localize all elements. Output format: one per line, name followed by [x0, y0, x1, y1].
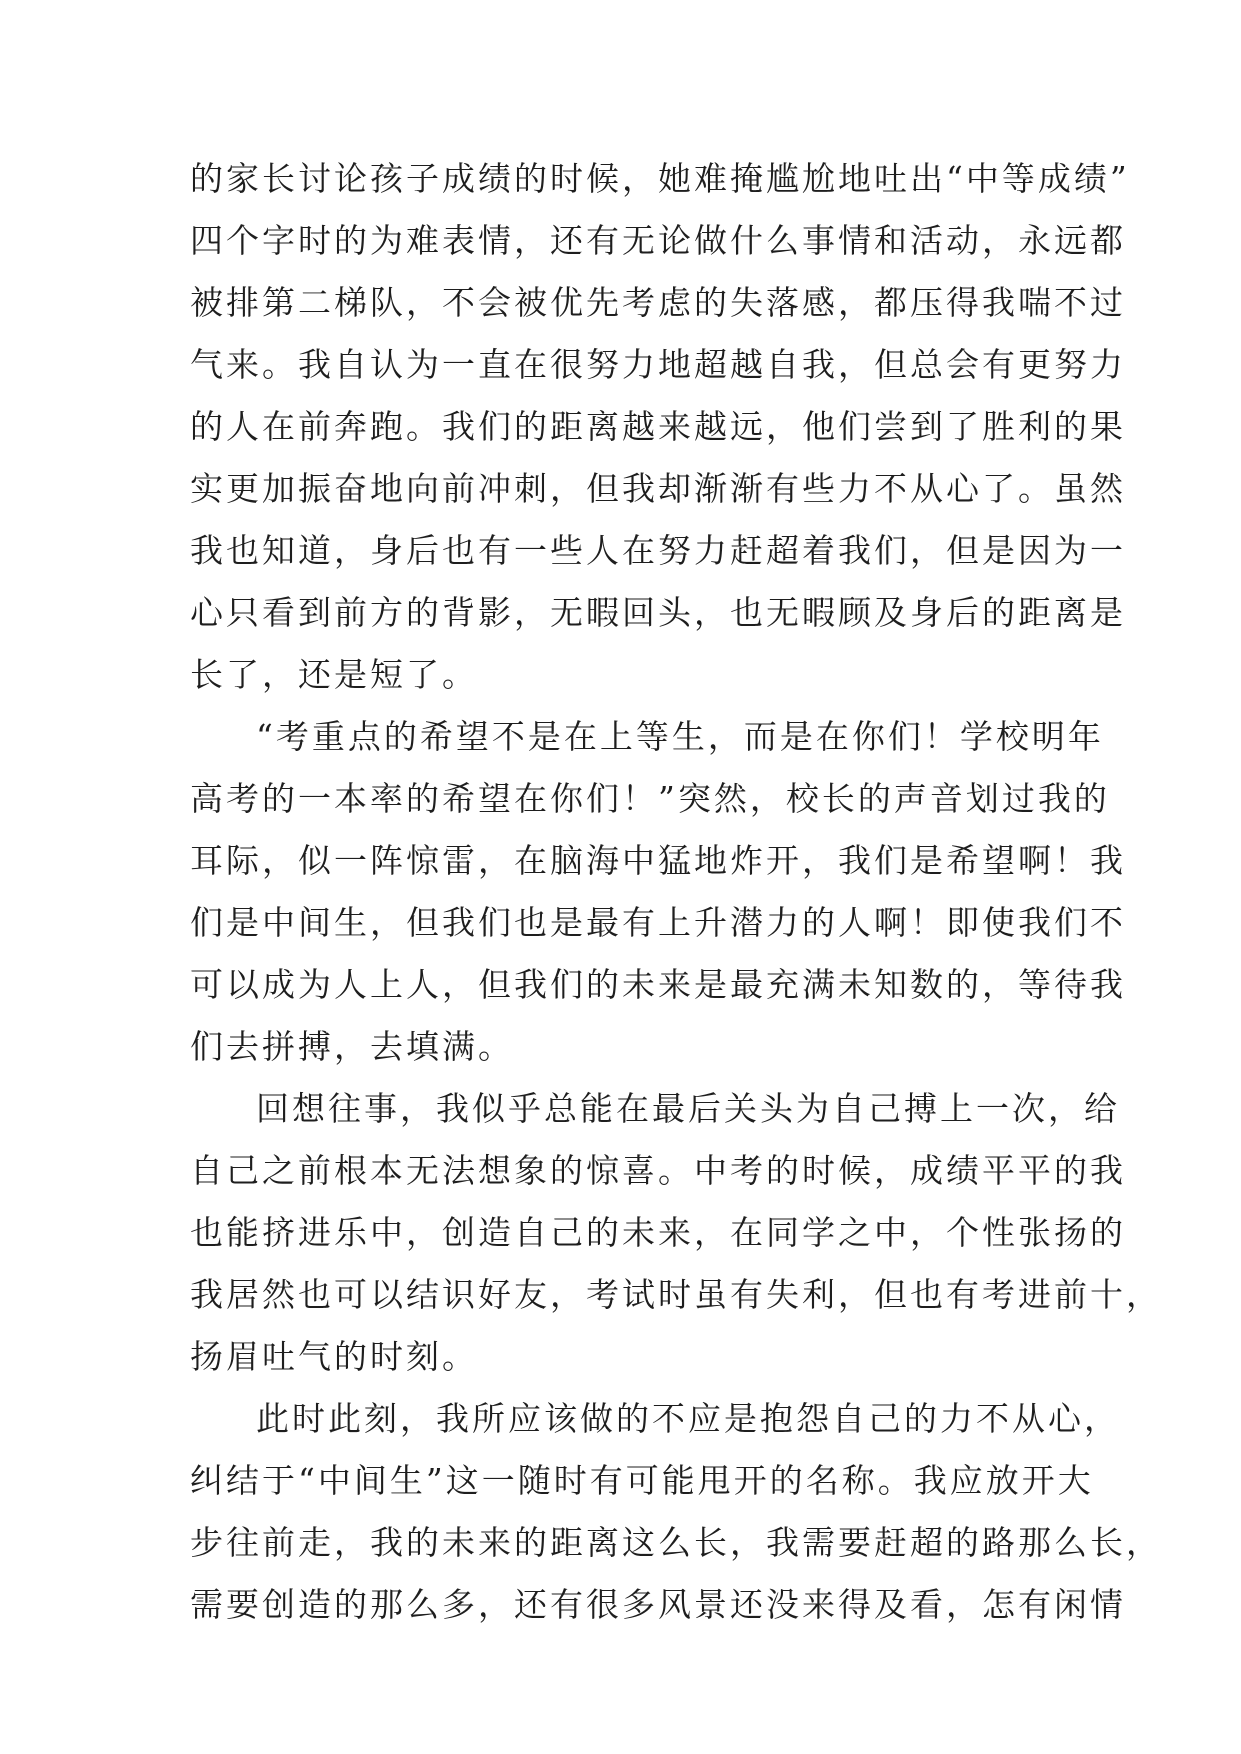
text-line: 四个字时的为难表情，还有无论做什么事情和活动，永远都 — [190, 221, 1126, 260]
text-line: 纠结于“中间生”这一随时有可能甩开的名称。我应放开大 — [190, 1461, 1094, 1500]
text-line: 长了，还是短了。 — [190, 655, 478, 694]
paragraph-first-line: 回想往事，我似乎总能在最后关头为自己搏上一次，给 — [256, 1089, 1120, 1128]
text-line: 我也知道，身后也有一些人在努力赶超着我们，但是因为一 — [190, 531, 1126, 570]
text-line: 们去拼搏，去填满。 — [190, 1027, 514, 1066]
paragraph-first-line: “考重点的希望不是在上等生，而是在你们！学校明年 — [256, 717, 1104, 756]
text-line: 气来。我自认为一直在很努力地超越自我，但总会有更努力 — [190, 345, 1126, 384]
text-line: 高考的一本率的希望在你们！”突然，校长的声音划过我的 — [190, 779, 1110, 818]
text-line: 的家长讨论孩子成绩的时候，她难掩尴尬地吐出“中等成绩” — [190, 159, 1130, 198]
text-line: 也能挤进乐中，创造自己的未来，在同学之中，个性张扬的 — [190, 1213, 1126, 1252]
text-line: 扬眉吐气的时刻。 — [190, 1337, 478, 1376]
text-line: 耳际，似一阵惊雷，在脑海中猛地炸开，我们是希望啊！我 — [190, 841, 1126, 880]
text-line: 实更加振奋地向前冲刺，但我却渐渐有些力不从心了。虽然 — [190, 469, 1126, 508]
text-line: 们是中间生，但我们也是最有上升潜力的人啊！即使我们不 — [190, 903, 1126, 942]
paragraph-first-line: 此时此刻，我所应该做的不应是抱怨自己的力不从心， — [256, 1399, 1120, 1438]
text-line: 步往前走，我的未来的距离这么长，我需要赶超的路那么长， — [190, 1523, 1162, 1562]
body-text — [190, 148, 1162, 1636]
text-line: 心只看到前方的背影，无暇回头，也无暇顾及身后的距离是 — [190, 593, 1126, 632]
text-line: 需要创造的那么多，还有很多风景还没来得及看，怎有闲情 — [190, 1585, 1126, 1624]
text-line: 的人在前奔跑。我们的距离越来越远，他们尝到了胜利的果 — [190, 407, 1126, 446]
text-line: 我居然也可以结识好友，考试时虽有失利，但也有考进前十， — [190, 1275, 1162, 1314]
text-line: 被排第二梯队，不会被优先考虑的失落感，都压得我喘不过 — [190, 283, 1126, 322]
text-line: 可以成为人上人，但我们的未来是最充满未知数的，等待我 — [190, 965, 1126, 1004]
text-line: 自己之前根本无法想象的惊喜。中考的时候，成绩平平的我 — [190, 1151, 1126, 1190]
